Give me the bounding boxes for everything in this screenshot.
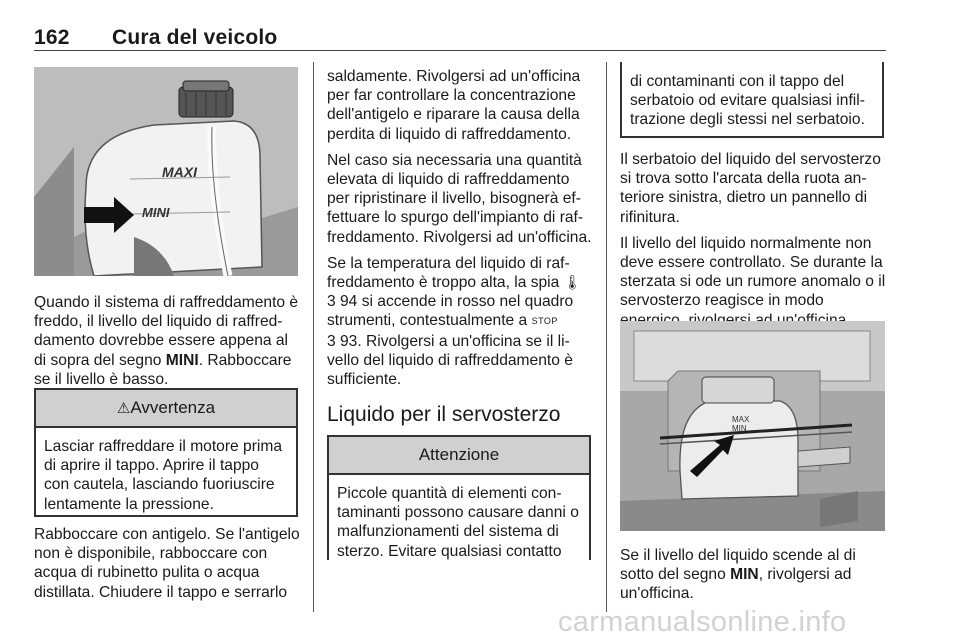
coolant-temperature-icon: 🌡︎	[563, 274, 582, 291]
section-title: Liquido per il servosterzo	[327, 403, 561, 426]
coolant-reservoir-drawing	[34, 67, 298, 276]
column-divider-2	[606, 62, 607, 612]
paragraph-reservoir-location: Il serbatoio del liquido del servosterzo si trova sotto l'arcata della ruota anteriore sinistra, dietro un pannello di rifinitura.	[620, 151, 881, 226]
paragraph-min-level: Se il livello del liquido scende al di sotto del segno MIN, rivolgersi ad un'officina.	[620, 547, 856, 603]
paragraph-coolant-level: Quando il sistema di raffreddamento è freddo, il livello del liquido di raffreddamento dovrebbe essere appena al di sopra del segno MINI. Rabboccare se il livello è basso.	[34, 294, 299, 388]
paragraph-workshop-check: saldamente. Rivolgersi ad un'officina per far controllare la concentrazione dell'antigelo e riparare la causa della perdita di liquido di raffreddamento.	[327, 68, 581, 143]
warning-box-body: Lasciar raffreddare il motore prima di aprire il tappo. Aprire il tappo con cautela, lasciando fuoriuscire lentamente la pressione.	[44, 438, 283, 513]
caution-box-continued	[620, 62, 884, 138]
page-reference-94[interactable]: 3 94	[327, 293, 358, 311]
paragraph-antifreeze: Rabboccare con antigelo. Se l'antigelo non è disponibile, rabboccare con acqua di rubinetto pulita o acqua distillata. Chiudere il tappo e serrarlo	[34, 526, 300, 601]
column-1-text-lower	[34, 525, 300, 609]
max-mark: MAX	[732, 415, 750, 424]
caution-box-body: Piccole quantità di elementi contaminanti possono causare danni o malfunzionamenti del sistema di sterzo. Evitare qualsiasi contatto	[337, 485, 579, 560]
paragraph-bleeding: Nel caso sia necessaria una quantità elevata di liquido di raffreddamento per ripristinare il livello, bisognerà effettuare lo spurgo dell'impianto di raffreddamento. Rivolgersi ad un'officina.	[327, 151, 592, 246]
min-term: MIN	[730, 566, 759, 584]
column-1-text	[34, 293, 300, 396]
caution-continued-text: di contaminanti con il tappo del serbatoio od evitare qualsiasi infiltrazione degli stessi nel serbatoio.	[630, 73, 865, 129]
mini-term: MINI	[165, 351, 199, 369]
caution-box	[327, 435, 591, 560]
warning-triangle-icon: ⚠	[116, 400, 131, 417]
paragraph-check-level: Il livello del liquido normalmente non deve essere controllato. Se durante la sterzata si ode un rumore anomalo o il servosterzo reagisce in modo	[620, 234, 886, 310]
caution-box-header: Attenzione	[329, 437, 589, 475]
min-mark: MIN	[732, 424, 747, 433]
paragraph-temperature-warning: Se la temperatura del liquido di raffreddamento è troppo alta, la spia 🌡︎ 3 94 si accende in rosso nel quadro strumenti, contestualmente a STOP 3 93. Rivolgersi a un'officina se il livello del liquido di raffreddamento è sufficiente.	[327, 254, 582, 389]
stop-icon: STOP	[531, 316, 558, 327]
maxi-mark: MAXI	[162, 164, 197, 180]
page-reference-93[interactable]: 3 93	[327, 332, 358, 350]
column-divider-1	[313, 62, 314, 612]
page-header	[34, 26, 277, 50]
warning-box-header	[36, 390, 296, 428]
steering-fluid-illustration	[620, 321, 885, 531]
warning-title: Avvertenza	[130, 398, 216, 417]
steering-reservoir-drawing	[620, 321, 885, 531]
column-2-text	[327, 67, 595, 396]
coolant-reservoir-illustration	[34, 67, 298, 276]
page-number: 162	[34, 26, 70, 49]
column-3-text-lower	[620, 546, 888, 611]
watermark: carmanualsonline.info	[558, 606, 847, 638]
mini-mark: MINI	[142, 205, 170, 220]
page-title: Cura del veicolo	[112, 26, 278, 49]
warning-box	[34, 388, 298, 517]
column-3-text	[620, 150, 888, 337]
header-rule	[34, 50, 886, 51]
